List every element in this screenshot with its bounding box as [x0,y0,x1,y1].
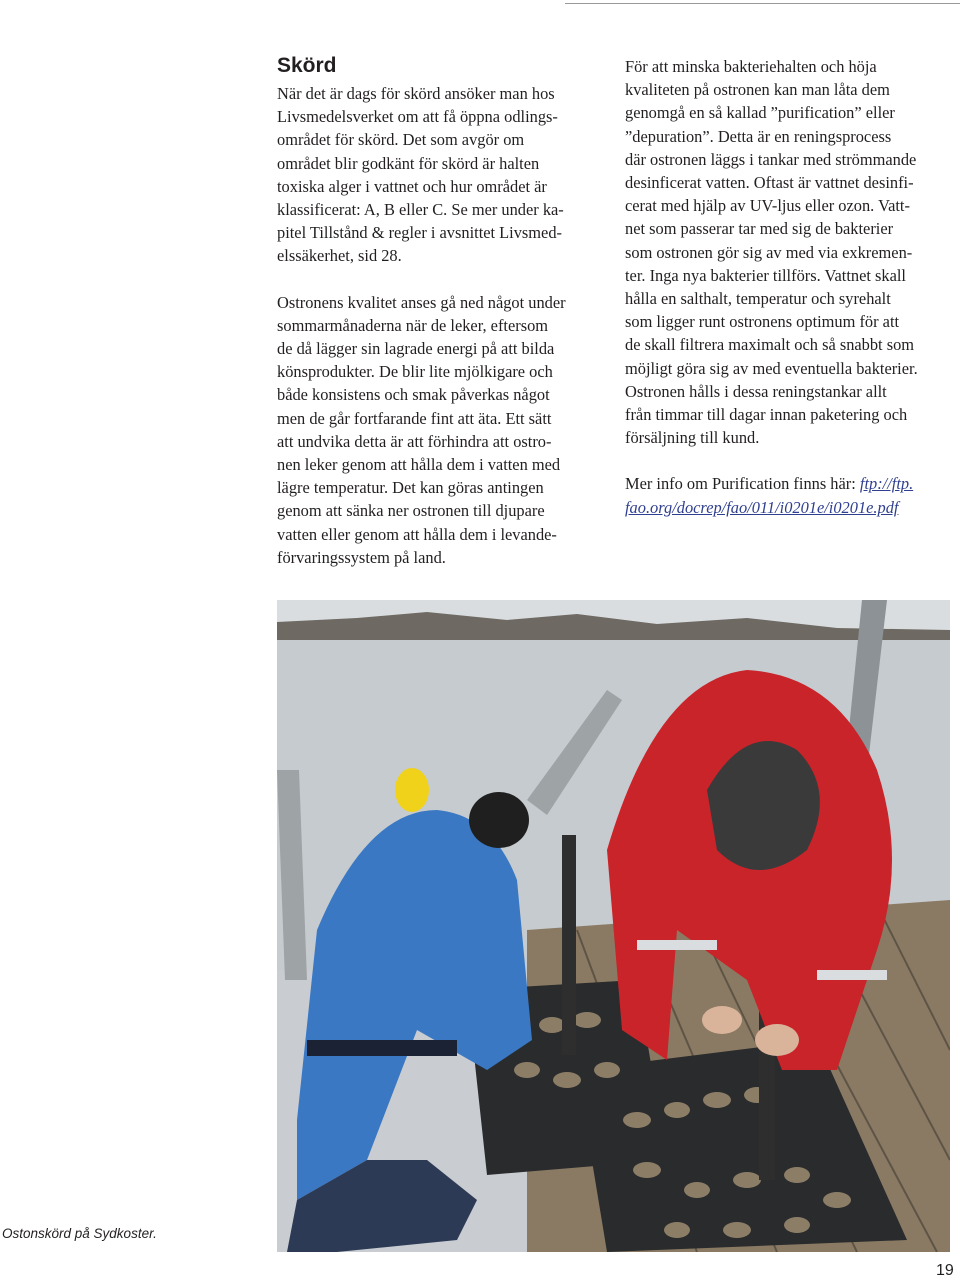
oyster-harvest-photo [277,600,950,1252]
photo-illustration [277,600,950,1252]
page-number: 19 [936,1262,954,1279]
paragraph-oyster-quality: Ostronens kvalitet anses gå ned något under sommarmånaderna när de leker, eftersom de då lägger sin lagrade energi på att bilda könsprodukter. De blir lite mjölkigare och både konsistens och smak påverkas något men de går fortfarande fint att äta. Ett sätt att undvika detta är att förhindra att ostro- nen leker genom att hålla dem i vatten med lägre temperatur. Det kan göras antingen genom att sänka ner ostronen till djupare vatten eller genom att hålla dem i levande- förvaringssystem på land. [277,292,566,567]
purification-link-line2: fao.org/docrep/fao/011/i0201e/i0201e.pdf [625,497,899,517]
basket-post-left [562,835,576,1055]
left-column [277,52,602,569]
section-heading: Skörd [277,54,337,77]
paragraph-harvest-application: När det är dags för skörd ansöker man hos Livsmedelsverket om att få öppna odlings- området för skörd. Det som avgör om området blir godkänt för skörd är halten toxiska alger i vattnet och hur området är klassificerat: A, B eller C. Se mer under ka- pitel Tillstånd & regler i avsnittet Livsmed- elssäkerhet, sid 28. [277,84,564,266]
header-rule [565,3,960,4]
photo-caption: Ostonskörd på Sydkoster. [2,1226,157,1241]
yellow-buoy [395,768,429,812]
paragraph-purification: För att minska bakteriehalten och höja kvaliteten på ostronen kan man låta dem genomgå en så kallad ”purification” eller ”depuration”. Detta är en reningsprocess där ostronen läggs i tankar med strömmande desinficerat vatten. Oftast är vattnet desinfi- cerat med hjälp av UV-ljus eller ozon. Vatt- net som passerar tar med sig de bakterier som ostronen gör sig av med via exkremen- ter. Inga nya bakterier tillförs. Vattnet skall hålla en salthalt, temperatur och syrehalt som ligger runt ostronens optimum för att de skall filtrera maximalt och så snabbt som möjligt göra sig av med eventuella bakterier. Ostronen hålls i dessa reningstankar allt från timmar till dagar innan paketering och försäljning till kund. [625,57,918,448]
right-column [625,55,950,519]
purification-link-line1: ftp://ftp. [859,474,914,494]
more-info [625,472,950,518]
more-info-text: Mer info om Purification finns här: [625,474,860,494]
